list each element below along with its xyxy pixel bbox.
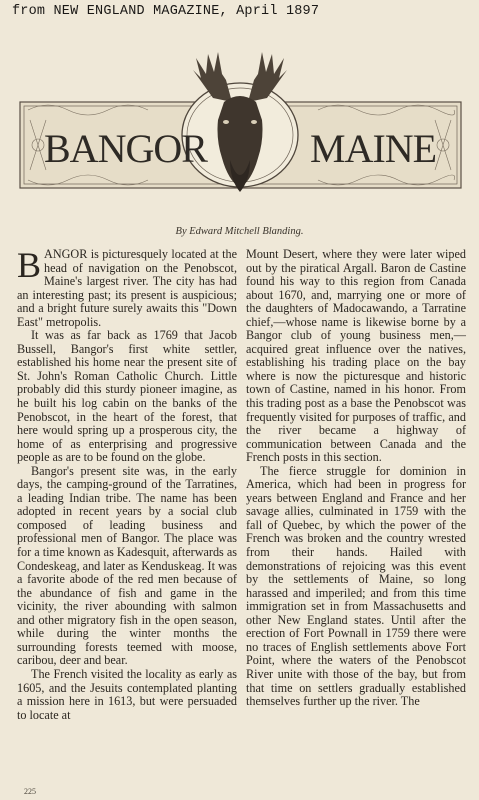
- left-column: [17, 245, 237, 722]
- paragraph: Bangor's present site was, in the early days, the camping-ground of the Tarratines, a leading Indian tribe. The name has been adopted in recent years by a social club composed of leading business and professional men of Bangor. The place was for a time known as Kadesquit, afterwards as Condeskeag, and later as Kenduskeag. It was a favorite abode of the red men because of the abundance of fish and game in the vicinity, the river abounding with salmon and other migratory fish in the open season, while during the winter months the surrounding forests teemed with moose, caribou, deer and bear.: [17, 463, 237, 668]
- page-number: 225: [24, 787, 36, 796]
- paragraph: It was as far back as 1769 that Jacob Bussell, Bangor's first white settler, established his home near the present site of St. John's Roman Catholic Church. Little probably did this sturdy pioneer imagine, as he built his log cabin on the banks of the Penobscot, in the heart of the forest, that here would spring up a prosperous city, the home of as enterprising and progressive people as are to be found on the globe.: [17, 328, 237, 465]
- article-header-illustration: [18, 40, 463, 220]
- byline: By Edward Mitchell Blanding.: [175, 226, 304, 237]
- title-left: BANGOR: [44, 126, 207, 171]
- paragraph: The fierce struggle for dominion in America, which had been in progress for years between England and France and her savage allies, culminated in 1759 with the fall of Quebec, by which the power of the French was broken and the country wrested from their hands. Hailed with demonstrations of rejoicing was this event by the settlements of Maine, so long harassed and imperiled; and from this time immigration set in from Massachusetts and other New England states. Until after the erection of Fort Pownall in 1759 there were no traces of English settlements above Fort Point, where the waters of the Penobscot River unite with those of the bay, but from that time on settlers gradually established themselves further up the river. The: [246, 463, 466, 709]
- source-line: from NEW ENGLAND MAGAZINE, April 1897: [12, 4, 320, 19]
- right-column: [246, 248, 466, 709]
- drop-cap: B: [17, 245, 42, 285]
- paragraph: The French visited the locality as early as 1605, and the Jesuits contemplated planting a mission here in 1613, but were persuaded to locate at: [17, 666, 237, 722]
- title-right: MAINE: [310, 126, 437, 171]
- paragraph: Mount Desert, where they were later wiped out by the piratical Argall. Baron de Castine found his way to this region from Canada about 1670, and, marrying one or more of the daughters of Madocawando, a Tarratine chief,—whose name is likewise borne by a Bangor club of young business men,—acquired great influence over the natives, establishing his trading place on the bay where is now the picturesque and historic town of Castine, named in his honor. From this trading post as a base the Penobscot was frequently visited for purposes of traffic, and the river became a highway of communication between Canada and the French posts in this section.: [246, 247, 466, 465]
- paragraph: BANGOR is picturesquely located at the head of navigation on the Penobscot, Maine's largest river. The city has had an interesting past; its present is auspicious; and a bright future surely awaits this "Down East" metropolis.: [17, 245, 237, 329]
